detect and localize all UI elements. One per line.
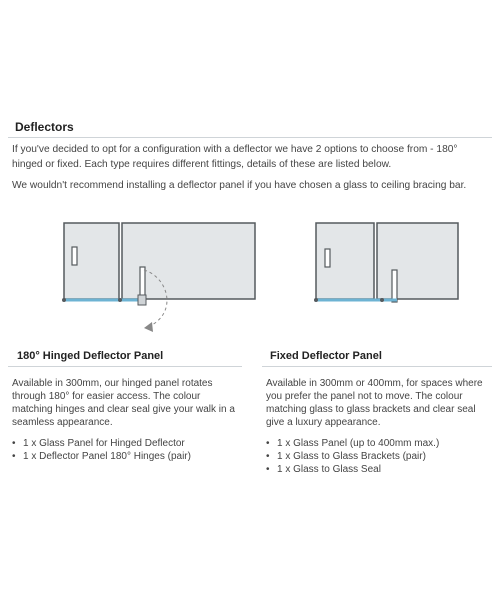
list-item: • 1 x Deflector Panel 180° Hinges (pair) [10, 450, 242, 463]
list-item: • 1 x Glass Panel for Hinged Deflector [10, 437, 242, 450]
door-handle [325, 249, 330, 267]
section-heading: Deflectors [15, 120, 74, 134]
fixed-title: Fixed Deflector Panel [270, 350, 382, 362]
list-item: • 1 x Glass to Glass Seal [264, 463, 494, 476]
hinged-description: Available in 300mm, our hinged panel rotates through 180° for easier access. The colour matching hinges and clear seal give your walk in a seamless appearance. [12, 378, 235, 428]
list-item: • 1 x Glass to Glass Brackets (pair) [264, 450, 494, 463]
hinge-dot [118, 298, 122, 302]
rotation-arrowhead [144, 322, 153, 332]
fixed-description: Available in 300mm or 400mm, for spaces where you prefer the panel not to move. The colour matching glass to glass brackets and clear seal give a luxury appearance. [266, 378, 483, 428]
hinge-dot [62, 298, 66, 302]
intro-paragraph: If you've decided to opt for a configuration with a deflector we have 2 options to choose from - 180° hinged or fixed. Each type requires different fittings, details of these are listed below. [12, 144, 458, 170]
hinged-items-list [10, 437, 242, 463]
fixed-deflector-diagram [310, 222, 460, 312]
note-paragraph: We wouldn't recommend installing a deflector panel if you have chosen a glass to ceiling bracing bar. [12, 180, 467, 191]
deflector-glass-panel [377, 223, 458, 299]
bracket-dot [314, 298, 318, 302]
hinged-deflector-diagram [58, 222, 258, 337]
list-item: • 1 x Glass Panel (up to 400mm max.) [264, 437, 494, 450]
door-handle [72, 247, 77, 265]
fixed-panel [392, 270, 397, 302]
bracket-dot [380, 298, 384, 302]
heading-divider [8, 137, 492, 138]
hinged-title: 180° Hinged Deflector Panel [17, 350, 164, 362]
hinged-divider [8, 366, 242, 367]
fixed-items-list [264, 437, 494, 476]
fixed-divider [262, 366, 492, 367]
hinge-bracket [138, 295, 146, 305]
